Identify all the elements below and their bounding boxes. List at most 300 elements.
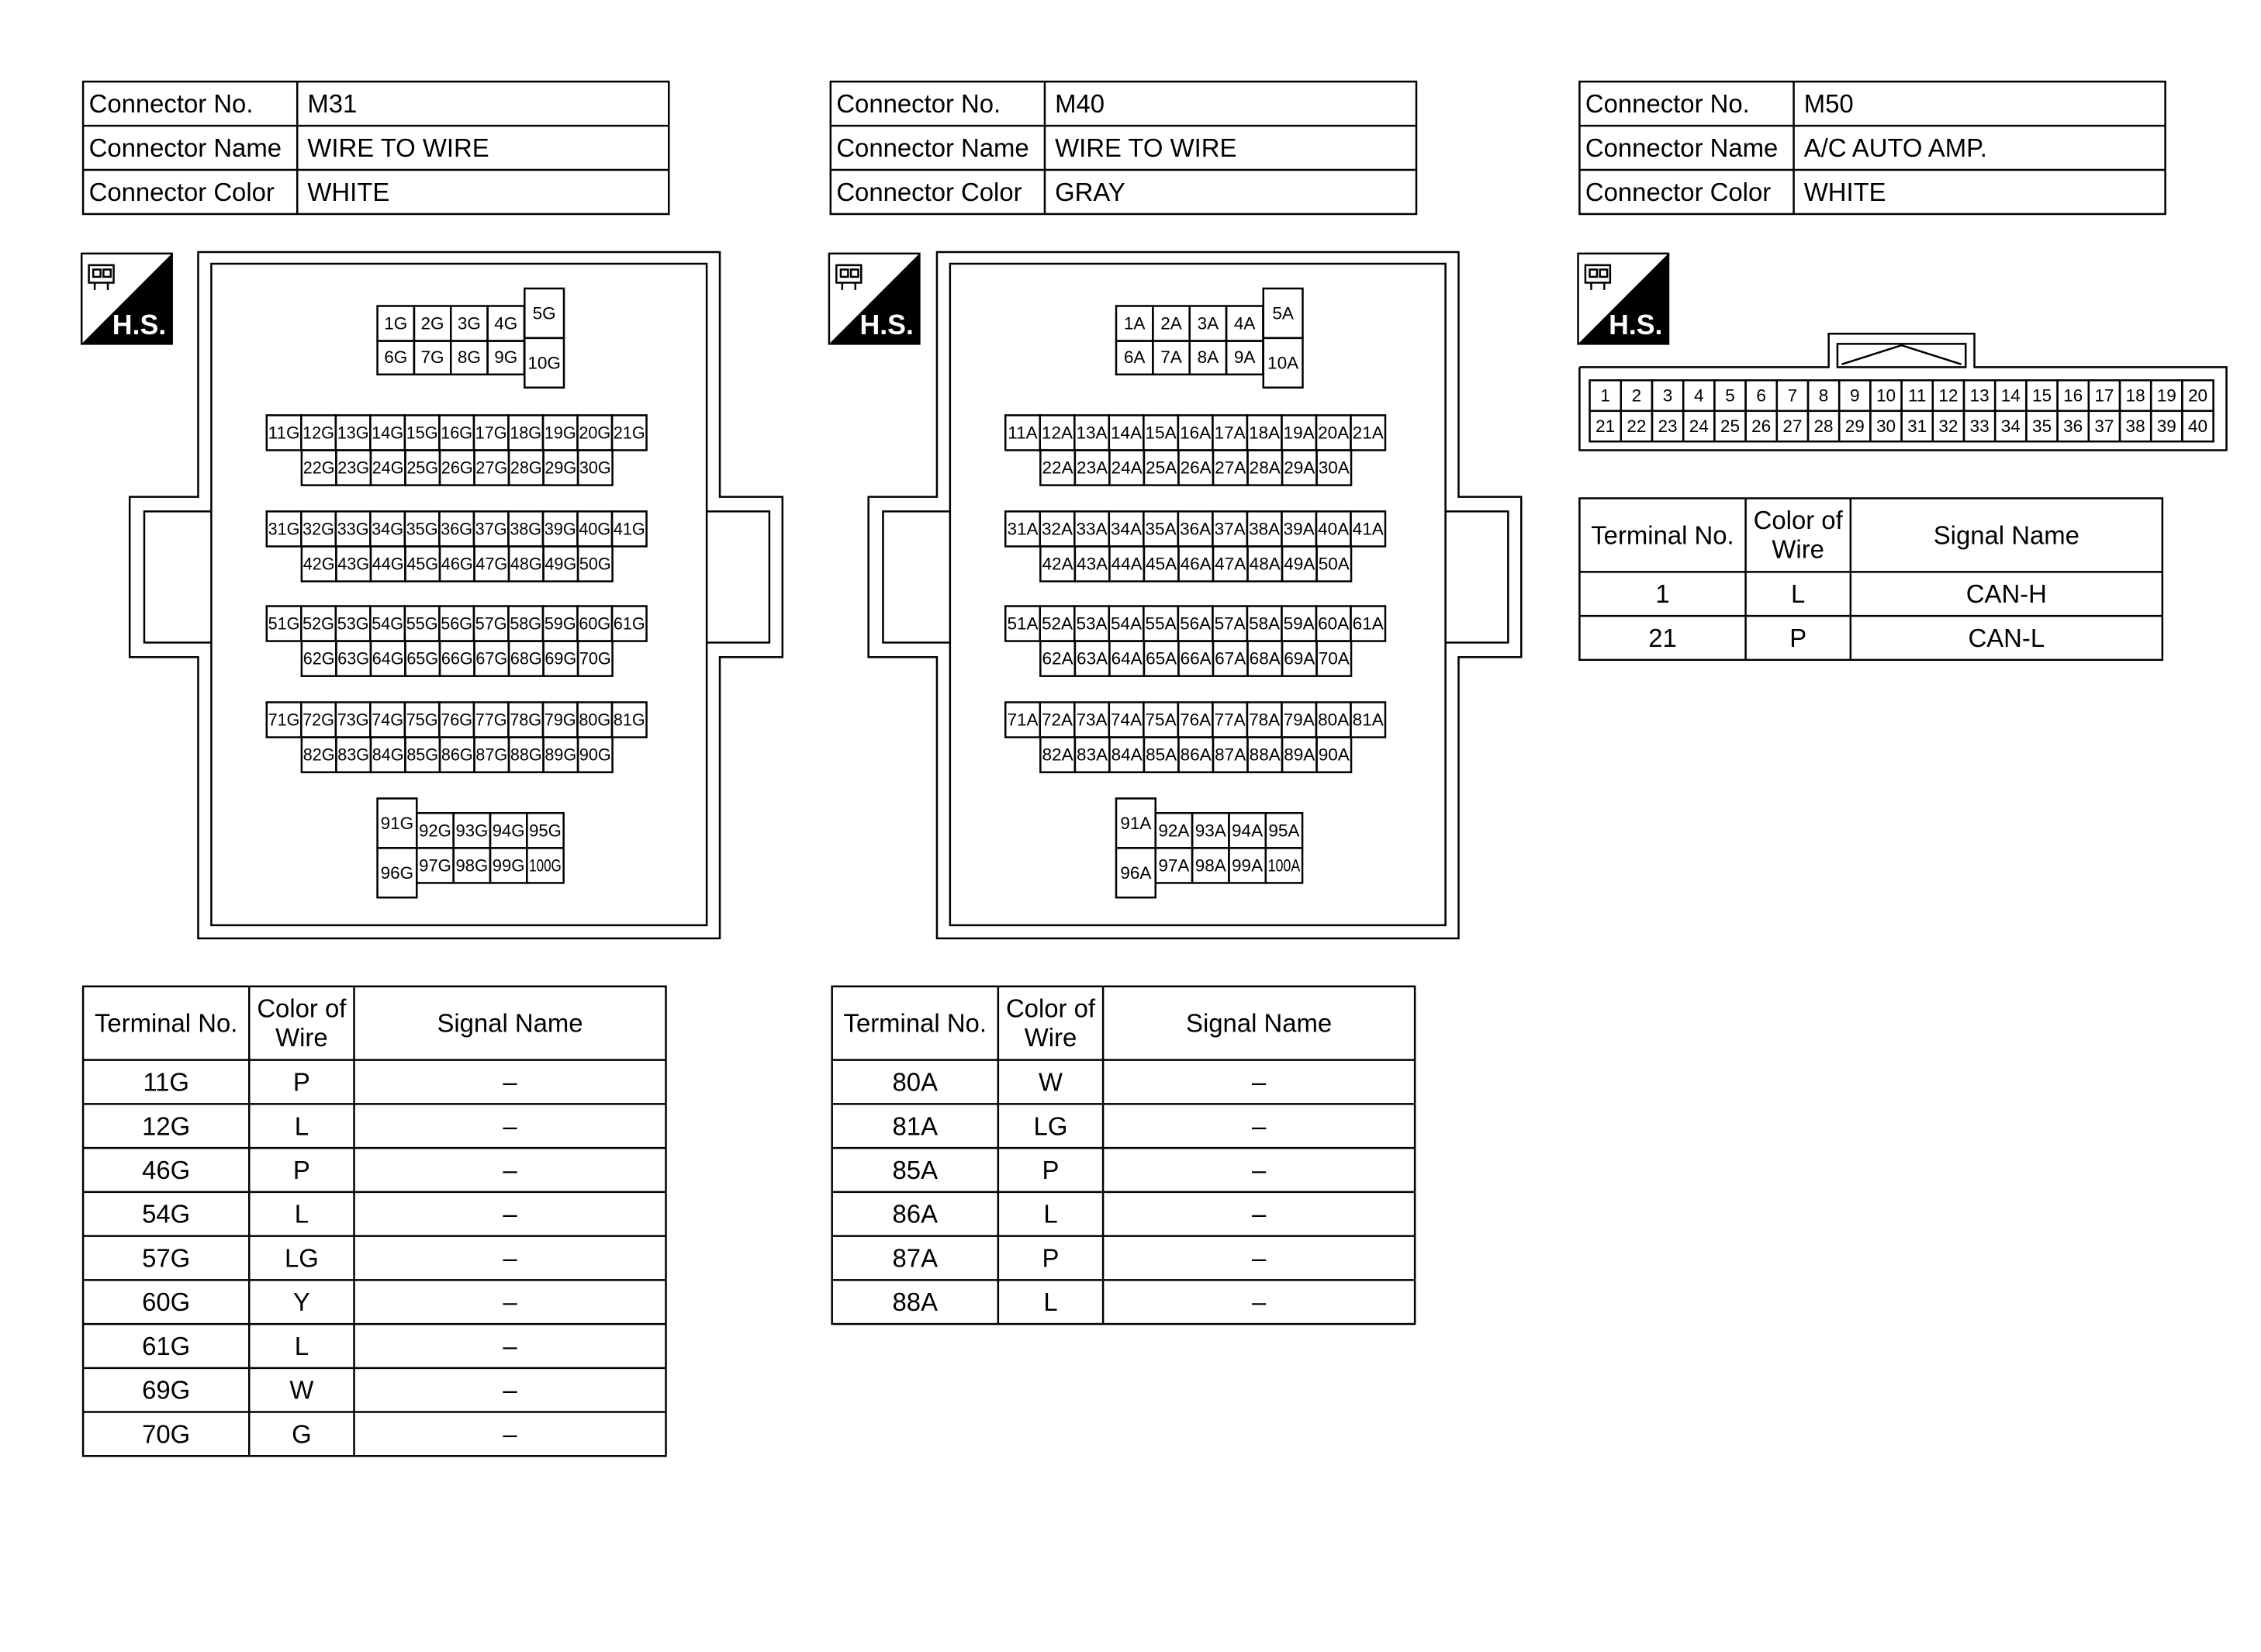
terminal-label: 97G [419, 855, 451, 876]
connector-no-value: M40 [1055, 89, 1105, 119]
terminal-label: 93G [455, 821, 489, 841]
connector-name-value: WIRE TO WIRE [307, 133, 489, 163]
terminal-label: 6A [1123, 347, 1146, 367]
terminal-no-cell: 69G [142, 1375, 191, 1405]
terminal-label: 89A [1284, 745, 1315, 765]
terminal-label: 49A [1284, 554, 1315, 574]
terminal-label: 13G [337, 423, 369, 443]
terminal-label: 87A [1215, 745, 1246, 765]
signal-name-header: Signal Name [1933, 520, 2079, 550]
color-of-wire-header: Color of [1753, 506, 1843, 535]
m50-terminal-label: 19 [2156, 385, 2176, 406]
color-of-wire-header: Color of [1005, 994, 1096, 1023]
terminal-label: 77A [1214, 710, 1246, 730]
terminal-label: 26G [441, 458, 473, 478]
connector-side-lock [1446, 511, 1509, 642]
terminal-no-cell: 12G [142, 1111, 191, 1141]
terminal-label: 18G [510, 423, 542, 443]
signal-name-cell: – [503, 1067, 517, 1097]
m50-terminal-label: 26 [1751, 416, 1772, 436]
terminal-label: 92A [1158, 821, 1190, 841]
m50-terminal-label: 36 [2063, 416, 2083, 436]
terminal-label: 8A [1197, 347, 1219, 367]
terminal-label: 24A [1111, 458, 1143, 478]
terminal-no-cell: 80A [892, 1067, 938, 1097]
terminal-label: 47G [475, 554, 508, 574]
hs-badge-label: H.S. [112, 309, 167, 340]
signal-name-cell: – [503, 1111, 517, 1141]
terminal-no-header: Terminal No. [94, 1008, 238, 1038]
terminal-label: 99A [1232, 855, 1264, 876]
terminal-label: 83A [1077, 745, 1108, 765]
terminal-label: 30G [579, 458, 611, 478]
terminal-label: 19G [544, 423, 576, 443]
terminal-label: 96A [1120, 862, 1152, 883]
terminal-label: 6G [384, 347, 408, 367]
terminal-label: 73A [1076, 710, 1108, 730]
terminal-label: 47A [1215, 554, 1246, 574]
terminal-no-cell: 81A [892, 1111, 938, 1141]
terminal-label: 60G [579, 613, 611, 634]
terminal-label: 59A [1283, 613, 1315, 634]
terminal-label: 65A [1146, 648, 1177, 669]
wire-color-cell: P [1789, 623, 1807, 652]
m50-terminal-label: 37 [2094, 416, 2114, 436]
terminal-label: 9A [1233, 347, 1256, 367]
terminal-label: 1G [384, 313, 408, 334]
signal-name-cell: – [1251, 1199, 1267, 1229]
terminal-label: 90A [1318, 745, 1350, 765]
terminal-no-cell: 88A [892, 1287, 938, 1317]
terminal-no-header: Terminal No. [1591, 520, 1734, 550]
terminal-label: 91A [1120, 813, 1152, 833]
terminal-label: 5G [532, 303, 556, 323]
terminal-label: 76A [1180, 710, 1212, 730]
terminal-label: 60A [1318, 613, 1350, 634]
wire-color-cell: Y [292, 1287, 310, 1317]
terminal-no-cell: 60G [142, 1287, 191, 1317]
terminal-label: 37A [1214, 519, 1246, 539]
terminal-label: 55G [406, 613, 438, 634]
terminal-label: 50G [579, 554, 611, 574]
terminal-label: 90G [579, 745, 611, 765]
connector-no-label: Connector No. [1585, 89, 1750, 119]
terminal-label: 82G [303, 745, 335, 765]
terminal-no-cell: 87A [892, 1243, 938, 1273]
terminal-label: 21G [613, 423, 645, 443]
terminal-label: 58A [1249, 613, 1281, 634]
m50-terminal-label: 8 [1818, 385, 1829, 406]
terminal-label: 62G [303, 648, 335, 669]
terminal-label: 88G [510, 745, 542, 765]
terminal-label: 35A [1145, 519, 1177, 539]
terminal-label: 71G [268, 710, 300, 730]
terminal-label: 89G [545, 745, 577, 765]
terminal-label: 78A [1249, 710, 1281, 730]
m50-terminal-label: 35 [2031, 416, 2052, 436]
m50-terminal-label: 21 [1595, 416, 1616, 436]
terminal-label: 48A [1249, 554, 1281, 574]
terminal-label: 98G [455, 855, 489, 876]
connector-color-label: Connector Color [88, 178, 275, 207]
m50-terminal-label: 40 [2187, 416, 2208, 436]
terminal-label: 74A [1111, 710, 1143, 730]
terminal-label: 33A [1076, 519, 1108, 539]
terminal-label: 4A [1233, 313, 1256, 334]
m50-terminal-label: 30 [1876, 416, 1896, 436]
terminal-no-cell: 85A [892, 1156, 938, 1185]
terminal-label: 69G [545, 648, 577, 669]
connector-color-value: WHITE [307, 178, 390, 207]
terminal-label: 31A [1007, 519, 1039, 539]
terminal-label: 74G [372, 710, 403, 730]
terminal-label: 46G [441, 554, 473, 574]
terminal-label: 19A [1283, 423, 1315, 443]
terminal-label: 32A [1041, 519, 1073, 539]
signal-name-cell: CAN-H [1965, 579, 2047, 609]
m50-terminal-label: 17 [2094, 385, 2114, 406]
terminal-label: 52A [1041, 613, 1073, 634]
signal-name-cell: – [503, 1331, 517, 1360]
terminal-label: 98A [1194, 855, 1226, 876]
terminal-label: 73G [337, 710, 369, 730]
terminal-label: 48G [510, 554, 542, 574]
signal-name-cell: – [1251, 1111, 1267, 1141]
terminal-label: 56G [441, 613, 473, 634]
terminal-no-cell: 54G [142, 1199, 191, 1229]
m50-terminal-label: 38 [2125, 416, 2145, 436]
connector-color-value: WHITE [1803, 178, 1886, 207]
terminal-label: 41G [613, 519, 645, 539]
terminal-label: 76G [441, 710, 473, 730]
terminal-label: 66G [441, 648, 473, 669]
terminal-label: 100A [1267, 855, 1301, 876]
terminal-label: 83G [337, 745, 370, 765]
terminal-label: 15A [1145, 423, 1177, 443]
terminal-label: 94G [492, 821, 525, 841]
terminal-label: 52G [303, 613, 334, 634]
signal-name-cell: CAN-L [1968, 623, 2045, 652]
terminal-label: 38G [510, 519, 542, 539]
terminal-label: 65G [406, 648, 439, 669]
terminal-label: 5A [1272, 303, 1294, 323]
terminal-no-cell: 1 [1655, 579, 1670, 609]
terminal-label: 53A [1076, 613, 1108, 634]
terminal-label: 25G [406, 458, 439, 478]
terminal-label: 27G [475, 458, 508, 478]
wire-color-cell: L [294, 1331, 309, 1360]
m50-terminal-label: 29 [1844, 416, 1865, 436]
terminal-label: 14G [372, 423, 403, 443]
connector-no-label: Connector No. [836, 89, 1001, 119]
connector-side-lock [144, 511, 211, 642]
m50-terminal-label: 6 [1756, 385, 1766, 406]
terminal-label: 70G [579, 648, 611, 669]
terminal-label: 97A [1158, 855, 1190, 876]
terminal-no-cell: 57G [142, 1243, 191, 1273]
terminal-label: 32G [303, 519, 334, 539]
terminal-label: 63G [337, 648, 370, 669]
terminal-label: 81G [613, 710, 645, 730]
terminal-label: 84A [1111, 745, 1143, 765]
m50-terminal-label: 14 [2000, 385, 2021, 406]
terminal-label: 12A [1041, 423, 1073, 443]
hs-badge-label: H.S. [1609, 309, 1663, 340]
signal-name-cell: – [503, 1287, 517, 1317]
terminal-label: 80G [579, 710, 611, 730]
wire-color-cell: P [1042, 1243, 1060, 1273]
wire-color-cell: L [1043, 1199, 1058, 1229]
terminal-label: 44G [372, 554, 404, 574]
hs-badge-label: H.S. [859, 309, 914, 340]
connector-name-value: WIRE TO WIRE [1055, 133, 1237, 163]
terminal-label: 10A [1267, 353, 1299, 373]
wire-color-cell: P [1042, 1156, 1060, 1185]
terminal-label: 39A [1283, 519, 1315, 539]
terminal-label: 53G [337, 613, 369, 634]
signal-name-header: Signal Name [1186, 1008, 1333, 1038]
terminal-label: 64G [372, 648, 404, 669]
m50-terminal-label: 39 [2156, 416, 2176, 436]
connector-no-label: Connector No. [88, 89, 254, 119]
terminal-label: 38A [1249, 519, 1281, 539]
color-of-wire-header: Color of [257, 994, 347, 1023]
connector-name-value: A/C AUTO AMP. [1803, 133, 1987, 163]
terminal-label: 72G [303, 710, 334, 730]
signal-name-cell: – [1251, 1287, 1267, 1317]
terminal-no-cell: 11G [143, 1067, 189, 1097]
m50-terminal-label: 2 [1631, 385, 1642, 406]
signal-name-cell: – [1251, 1156, 1267, 1185]
m50-terminal-label: 16 [2063, 385, 2083, 406]
terminal-label: 29G [545, 458, 577, 478]
m50-terminal-label: 4 [1693, 385, 1704, 406]
terminal-label: 31G [268, 519, 300, 539]
terminal-label: 82A [1042, 745, 1073, 765]
m50-terminal-label: 33 [1969, 416, 1990, 436]
terminal-label: 86A [1180, 745, 1212, 765]
m50-terminal-label: 13 [1969, 385, 1990, 406]
m50-terminal-label: 24 [1689, 416, 1709, 436]
terminal-label: 33G [337, 519, 369, 539]
terminal-label: 35G [406, 519, 438, 539]
terminal-label: 78G [510, 710, 542, 730]
signal-name-cell: – [1251, 1243, 1267, 1273]
signal-name-cell: – [503, 1243, 517, 1273]
m50-terminal-label: 9 [1850, 385, 1860, 406]
terminal-label: 22G [303, 458, 335, 478]
terminal-label: 36A [1180, 519, 1212, 539]
m50-terminal-label: 3 [1662, 385, 1673, 406]
terminal-label: 61A [1352, 613, 1384, 634]
signal-name-cell: – [503, 1419, 517, 1449]
terminal-no-cell: 61G [142, 1331, 191, 1360]
terminal-label: 87G [475, 745, 508, 765]
terminal-label: 30A [1318, 458, 1350, 478]
terminal-label: 43G [337, 554, 370, 574]
terminal-no-cell: 86A [892, 1199, 938, 1229]
terminal-label: 2A [1160, 313, 1182, 334]
terminal-label: 7G [420, 347, 444, 367]
terminal-label: 15G [406, 423, 438, 443]
m50-terminal-label: 25 [1720, 416, 1740, 436]
terminal-label: 95G [529, 821, 562, 841]
terminal-label: 69A [1284, 648, 1315, 669]
connector-no-value: M31 [307, 89, 358, 119]
connector-color-value: GRAY [1055, 178, 1125, 207]
terminal-label: 55A [1145, 613, 1177, 634]
terminal-label: 20A [1318, 423, 1350, 443]
terminal-label: 81A [1352, 710, 1384, 730]
terminal-label: 99G [492, 855, 525, 876]
terminal-label: 28G [510, 458, 542, 478]
terminal-label: 43A [1077, 554, 1108, 574]
terminal-label: 77G [475, 710, 507, 730]
m50-terminal-label: 23 [1658, 416, 1678, 436]
signal-name-cell: – [503, 1156, 517, 1185]
terminal-label: 59G [544, 613, 576, 634]
m50-terminal-label: 12 [1938, 385, 1958, 406]
terminal-label: 56A [1180, 613, 1212, 634]
terminal-label: 54G [372, 613, 403, 634]
terminal-label: 17G [475, 423, 507, 443]
m50-terminal-label: 22 [1627, 416, 1647, 436]
terminal-label: 80A [1318, 710, 1350, 730]
terminal-label: 40G [579, 519, 611, 539]
terminal-label: 17A [1214, 423, 1246, 443]
m50-terminal-label: 10 [1876, 385, 1896, 406]
terminal-label: 66A [1180, 648, 1212, 669]
terminal-label: 16A [1180, 423, 1212, 443]
connector-name-label: Connector Name [836, 133, 1029, 163]
terminal-label: 67G [475, 648, 508, 669]
terminal-label: 67A [1215, 648, 1246, 669]
m50-connector-latch-mark [1842, 345, 1962, 364]
m50-terminal-label: 15 [2031, 385, 2052, 406]
wire-color-cell: P [292, 1067, 310, 1097]
terminal-label: 12G [303, 423, 334, 443]
connector-name-label: Connector Name [1585, 133, 1779, 163]
terminal-label: 3A [1197, 313, 1219, 334]
connector-no-value: M50 [1803, 89, 1854, 119]
terminal-label: 95A [1268, 821, 1300, 841]
wire-color-cell: G [292, 1419, 312, 1449]
terminal-label: 75G [406, 710, 438, 730]
terminal-label: 46A [1180, 554, 1212, 574]
wire-color-cell: LG [284, 1243, 319, 1273]
terminal-label: 45A [1146, 554, 1177, 574]
wire-color-cell: L [1043, 1287, 1058, 1317]
terminal-label: 1A [1123, 313, 1146, 334]
terminal-no-header: Terminal No. [843, 1008, 987, 1038]
terminal-label: 51A [1007, 613, 1039, 634]
terminal-label: 34A [1111, 519, 1143, 539]
wire-color-cell: P [292, 1156, 310, 1185]
terminal-label: 92G [419, 821, 451, 841]
terminal-label: 62A [1042, 648, 1073, 669]
terminal-label: 4G [494, 313, 518, 334]
terminal-label: 50A [1318, 554, 1350, 574]
terminal-label: 25A [1146, 458, 1177, 478]
terminal-label: 26A [1180, 458, 1212, 478]
terminal-no-cell: 21 [1648, 623, 1677, 652]
m50-terminal-label: 34 [2000, 416, 2021, 436]
m50-terminal-label: 27 [1782, 416, 1803, 436]
m50-terminal-label: 28 [1813, 416, 1834, 436]
terminal-label: 61G [613, 613, 645, 634]
terminal-label: 3G [457, 313, 481, 334]
m50-terminal-label: 18 [2125, 385, 2145, 406]
terminal-label: 57G [475, 613, 507, 634]
terminal-label: 42A [1042, 554, 1073, 574]
terminal-label: 21A [1352, 423, 1384, 443]
terminal-label: 79G [544, 710, 576, 730]
terminal-label: 68G [510, 648, 542, 669]
connector-side-lock [707, 511, 769, 642]
terminal-label: 70A [1318, 648, 1350, 669]
signal-name-cell: – [503, 1199, 517, 1229]
terminal-label: 86G [441, 745, 473, 765]
terminal-label: 14A [1111, 423, 1143, 443]
terminal-label: 88A [1249, 745, 1281, 765]
wire-color-cell: L [294, 1111, 309, 1141]
wire-color-cell: W [1038, 1067, 1063, 1097]
terminal-label: 16G [441, 423, 473, 443]
terminal-label: 20G [579, 423, 611, 443]
terminal-label: 72A [1041, 710, 1073, 730]
terminal-label: 42G [303, 554, 335, 574]
terminal-label: 11A [1008, 423, 1038, 443]
terminal-label: 96G [380, 862, 414, 883]
connector-color-label: Connector Color [836, 178, 1022, 207]
terminal-label: 63A [1077, 648, 1108, 669]
m50-terminal-label: 11 [1907, 385, 1927, 406]
terminal-label: 91G [380, 813, 414, 833]
terminal-label: 79A [1283, 710, 1315, 730]
terminal-label: 51G [268, 613, 300, 634]
terminal-label: 68A [1249, 648, 1281, 669]
terminal-label: 45G [406, 554, 439, 574]
terminal-label: 11G [268, 423, 300, 443]
terminal-no-cell: 70G [142, 1419, 191, 1449]
terminal-label: 84G [372, 745, 404, 765]
terminal-label: 8G [457, 347, 481, 367]
terminal-label: 23G [337, 458, 370, 478]
terminal-label: 54A [1111, 613, 1143, 634]
terminal-label: 85A [1146, 745, 1177, 765]
terminal-no-cell: 46G [142, 1156, 191, 1185]
terminal-label: 57A [1214, 613, 1246, 634]
terminal-label: 44A [1111, 554, 1143, 574]
terminal-label: 94A [1232, 821, 1264, 841]
terminal-label: 58G [510, 613, 542, 634]
wire-color-cell: LG [1033, 1111, 1068, 1141]
m50-terminal-label: 5 [1725, 385, 1735, 406]
wire-color-cell: L [294, 1199, 309, 1229]
terminal-label: 49G [545, 554, 577, 574]
wire-color-cell: W [289, 1375, 314, 1405]
terminal-label: 9G [494, 347, 518, 367]
signal-name-cell: – [503, 1375, 517, 1405]
terminal-label: 36G [441, 519, 473, 539]
terminal-label: 10G [527, 353, 561, 373]
terminal-label: 24G [372, 458, 404, 478]
terminal-label: 93A [1194, 821, 1226, 841]
signal-name-header: Signal Name [437, 1008, 583, 1038]
terminal-label: 28A [1249, 458, 1281, 478]
terminal-label: 18A [1249, 423, 1281, 443]
terminal-label: 64A [1111, 648, 1143, 669]
